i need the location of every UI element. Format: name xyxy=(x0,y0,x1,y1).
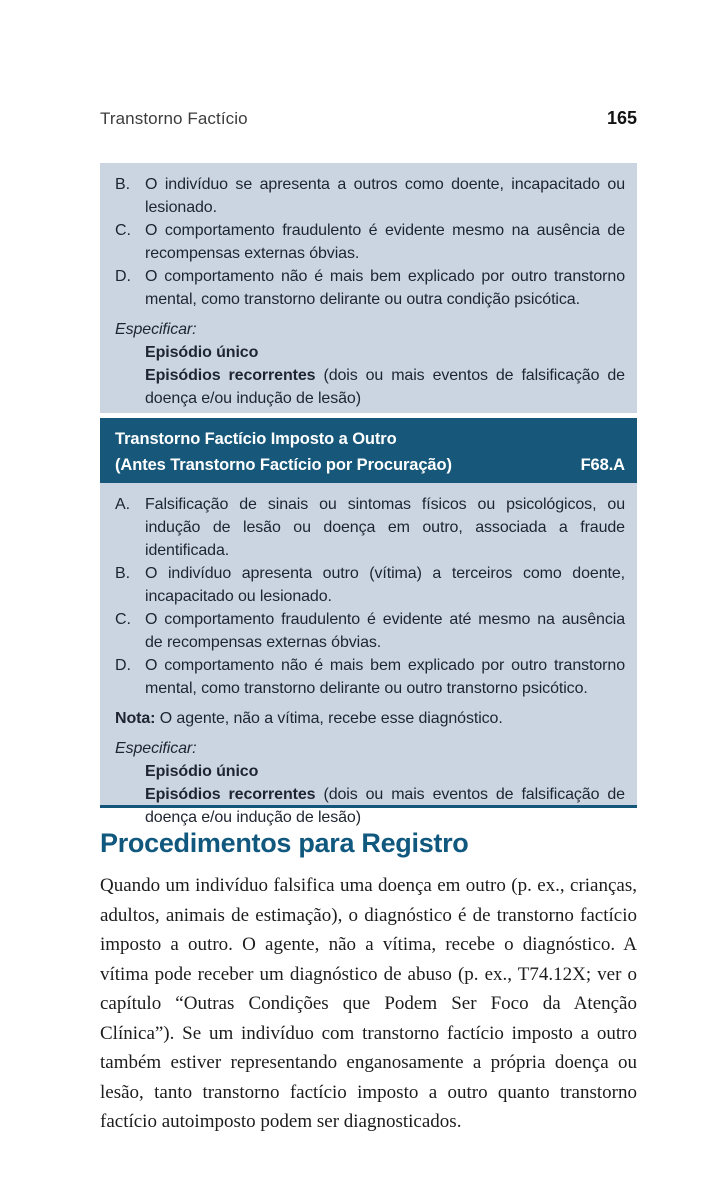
note-label: Nota: xyxy=(115,710,156,727)
specifier-item xyxy=(145,341,625,364)
criterion-letter: D. xyxy=(115,657,131,674)
criterion-text: O indivíduo se apresenta a outros como doente, incapacitado ou lesionado. xyxy=(145,176,625,216)
section-heading: Procedimentos para Registro xyxy=(100,828,469,858)
criterion-text: O comportamento não é mais bem explicado por outro transtorno mental, como transtorno delirante ou outro transtorno psicótico. xyxy=(145,657,625,697)
specifier-item xyxy=(145,760,625,783)
criterion-letter: C. xyxy=(115,611,131,628)
specifier-label: Episódios recorrentes xyxy=(145,367,316,384)
criterion-item xyxy=(115,173,625,219)
criterion-text: O comportamento fraudulento é evidente até mesmo na ausência de recompensas externas óbvias. xyxy=(145,611,625,651)
disorder-header-bar xyxy=(100,418,637,483)
running-title: Transtorno Factício xyxy=(100,109,248,128)
specifier-label: Episódio único xyxy=(145,763,259,780)
criteria-box-imposto-a-outro xyxy=(100,483,637,826)
page-number: 165 xyxy=(606,108,637,128)
running-head xyxy=(100,108,637,129)
specifier-label: Episódios recorrentes xyxy=(145,786,316,803)
disorder-title-line1: Transtorno Factício Imposto a Outro xyxy=(115,430,397,448)
criterion-letter: A. xyxy=(115,496,130,513)
criterion-letter: B. xyxy=(115,176,130,193)
criterion-item xyxy=(115,608,625,654)
specify-label: Especificar: xyxy=(115,740,197,757)
criterion-text: O indivíduo apresenta outro (vítima) a terceiros como doente, incapacitado ou lesionado. xyxy=(145,565,625,605)
note-line xyxy=(115,707,625,730)
criterion-item xyxy=(115,219,625,265)
criterion-letter: C. xyxy=(115,222,131,239)
criteria-box-continued xyxy=(100,163,637,413)
disorder-title-row2 xyxy=(115,452,625,478)
criterion-letter: D. xyxy=(115,268,131,285)
criterion-text: Falsificação de sinais ou sintomas físicos ou psicológicos, ou indução de lesão ou doença em outro, associada a fraude identificada. xyxy=(145,496,625,559)
criterion-letter: B. xyxy=(115,565,130,582)
specify-label: Especificar: xyxy=(115,321,197,338)
specifier-description: (dois ou mais eventos de falsificação de doença e/ou indução de lesão) xyxy=(145,786,625,826)
specifier-label: Episódio único xyxy=(145,344,259,361)
body-paragraph: Quando um indivíduo falsifica uma doença em outro (p. ex., crianças, adultos, animais de estimação), o diagnóstico é de transtorno factício imposto a outro. O agente, não a vítima, recebe o diagnóstico. A vítima pode receber um diagnóstico de abuso (p. ex., T74.12X; ver o capítulo “Outras Condições que Podem Ser Foco da Atenção Clínica”). Se um indivíduo com transtorno factício imposto a outro também estiver representando enganosamente a própria doença ou lesão, tanto transtorno factício imposto a outro quanto transtorno factício autoimposto podem ser diagnosticados. xyxy=(100,875,637,1132)
specifier-description: (dois ou mais eventos de falsificação de doença e/ou indução de lesão) xyxy=(145,367,625,407)
criterion-item xyxy=(115,654,625,700)
specifier-item xyxy=(145,364,625,410)
criterion-item xyxy=(115,493,625,562)
specifier-item xyxy=(145,783,625,829)
disorder-title-line2: (Antes Transtorno Factício por Procuração) xyxy=(115,456,452,474)
criterion-item xyxy=(115,562,625,608)
diagnostic-code: F68.A xyxy=(580,456,625,474)
criterion-text: O comportamento não é mais bem explicado por outro transtorno mental, como transtorno delirante ou outra condição psicótica. xyxy=(145,268,625,308)
criterion-item xyxy=(115,265,625,311)
criterion-text: O comportamento fraudulento é evidente mesmo na ausência de recompensas externas óbvias. xyxy=(145,222,625,262)
note-text: O agente, não a vítima, recebe esse diagnóstico. xyxy=(155,710,503,727)
